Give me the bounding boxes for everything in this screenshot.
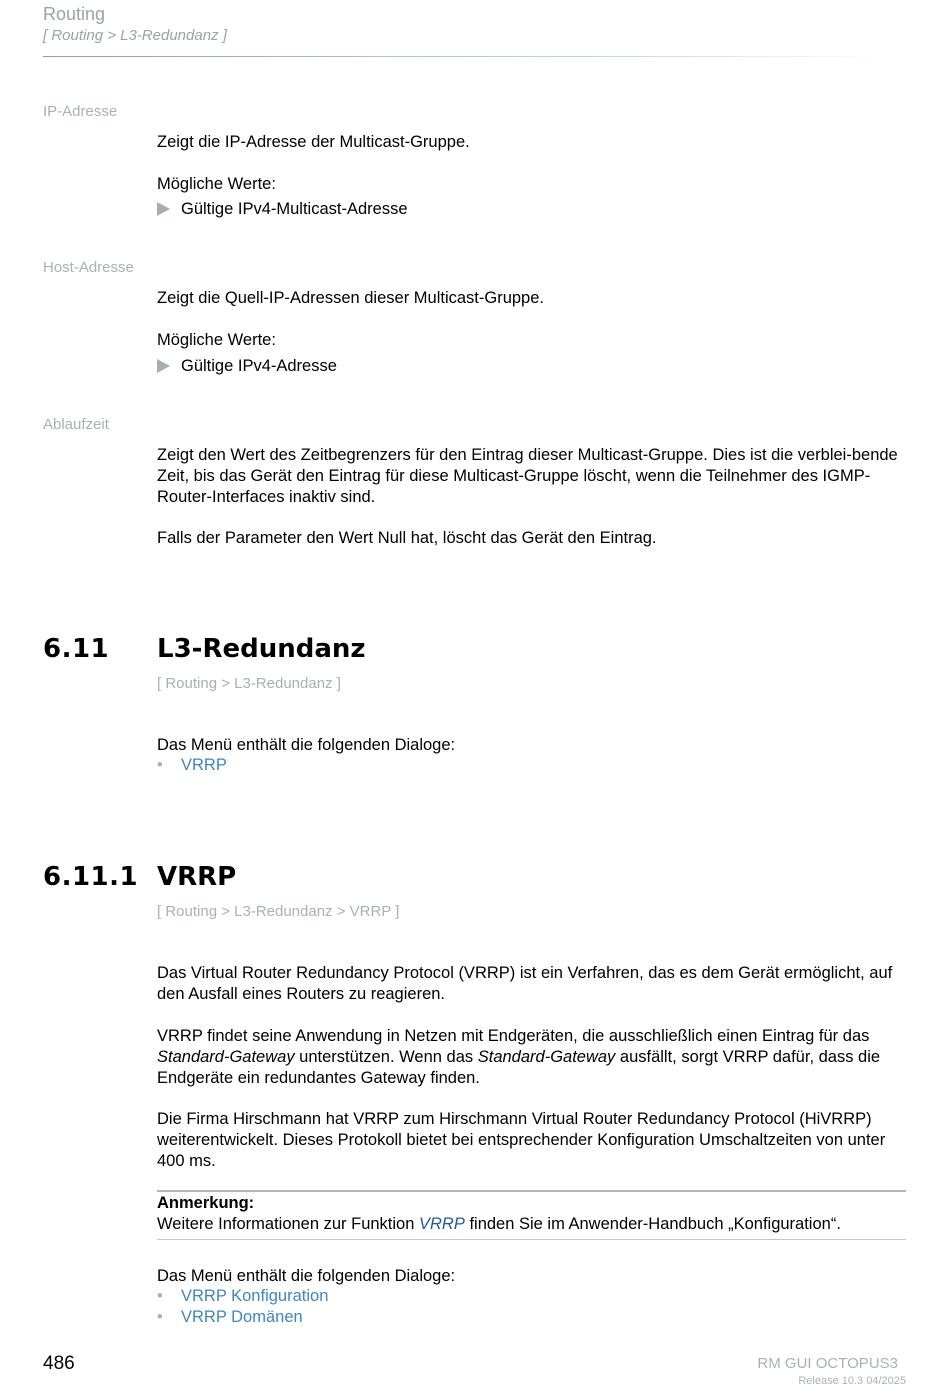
note-text: Weitere Informationen zur Funktion VRRP finden Sie im Anwender-Handbuch „Konfiguration“. [157, 1215, 841, 1233]
vrrp-paragraph-2: VRRP findet seine Anwendung in Netzen mit Endgeräten, die ausschließlich einen Eintrag für das Standard-Gateway unterstützen. Wenn das Standard-Gateway ausfällt, sorgt VRRP dafür, dass die Endgeräte ein redundantes Gateway finden. [157, 1027, 881, 1087]
menu-link-vrrp[interactable]: • VRRP [157, 756, 227, 774]
vrrp-paragraph-1: Das Virtual Router Redundancy Protocol (VRRP) ist ein Verfahren, das es dem Gerät ermöglicht, auf den Ausfall eines Routers zu reagieren. [157, 964, 893, 1003]
section-breadcrumb-6-11: [ Routing > L3-Redundanz ] [157, 675, 341, 692]
header-divider [43, 56, 885, 57]
term-host-address: Host-Adresse [43, 259, 134, 276]
menu-link-vrrp-domaenen[interactable]: • VRRP Domänen [157, 1308, 303, 1326]
ip-address-description: Zeigt die IP-Adresse der Multicast-Gruppe. [157, 133, 470, 151]
footer-release: Release 10.3 04/2025 [798, 1375, 906, 1387]
menu-intro-6-11-1: Das Menü enthält die folgenden Dialoge: [157, 1267, 456, 1285]
host-address-value-item: Gültige IPv4-Adresse [157, 356, 337, 377]
note-link-vrrp[interactable]: VRRP [419, 1215, 465, 1233]
triangle-bullet-icon [157, 359, 170, 373]
section-title-l3-redundanz: L3-Redundanz [157, 634, 366, 664]
term-ip-address: IP-Adresse [43, 103, 118, 120]
section-number-6-11-1: 6.11.1 [43, 862, 139, 892]
footer-doc-title: RM GUI OCTOPUS3 [757, 1355, 898, 1372]
host-address-values-label: Mögliche Werte: [157, 331, 276, 349]
emphasis-standard-gateway: Standard-Gateway [157, 1048, 295, 1066]
triangle-bullet-icon [157, 202, 170, 216]
note-bottom-rule [157, 1239, 906, 1240]
running-header-breadcrumb: [ Routing > L3-Redundanz ] [43, 27, 227, 44]
ip-address-value-item: Gültige IPv4-Multicast-Adresse [157, 199, 408, 220]
section-number-6-11: 6.11 [43, 634, 110, 664]
section-title-vrrp: VRRP [157, 862, 237, 892]
bullet-dot: • [157, 1308, 163, 1326]
running-header-title: Routing [43, 4, 106, 24]
emphasis-standard-gateway: Standard-Gateway [477, 1048, 616, 1066]
bullet-dot: • [157, 1287, 163, 1305]
term-expiry: Ablaufzeit [43, 416, 109, 433]
bullet-dot: • [157, 756, 163, 774]
menu-intro-6-11: Das Menü enthält die folgenden Dialoge: [157, 736, 456, 754]
note-top-rule [157, 1190, 906, 1192]
ip-address-values-label: Mögliche Werte: [157, 175, 276, 193]
menu-link-vrrp-konfiguration[interactable]: • VRRP Konfiguration [157, 1287, 329, 1305]
page-number: 486 [43, 1353, 75, 1374]
expiry-description: Zeigt den Wert des Zeitbegrenzers für den Eintrag dieser Multicast-Gruppe. Dies ist die verblei-bende Zeit, bis das Gerät den Eintrag für diese Multicast-Gruppe löscht, wenn die Teilnehmer des IGMP-Router-Interfaces inaktiv sind. [157, 446, 898, 506]
host-address-description: Zeigt die Quell-IP-Adressen dieser Multicast-Gruppe. [157, 289, 544, 307]
vrrp-paragraph-3: Die Firma Hirschmann hat VRRP zum Hirschmann Virtual Router Redundancy Protocol (HiVRRP) weiterentwickelt. Dieses Protokoll bietet bei entsprechender Konfiguration Umschaltzeiten von unter 400 ms. [157, 1110, 886, 1170]
section-breadcrumb-6-11-1: [ Routing > L3-Redundanz > VRRP ] [157, 903, 400, 920]
note-title: Anmerkung: [157, 1194, 255, 1212]
expiry-note: Falls der Parameter den Wert Null hat, löscht das Gerät den Eintrag. [157, 529, 657, 547]
